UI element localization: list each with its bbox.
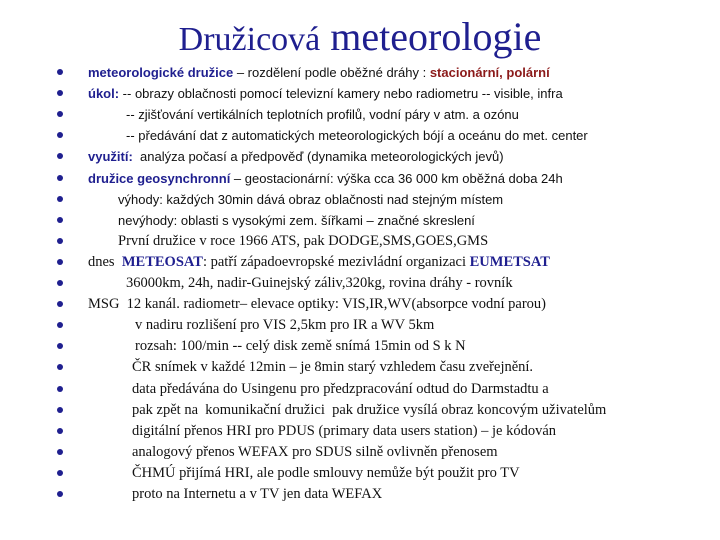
bullet-icon [57, 259, 63, 265]
text-segment: meteorologické družice [88, 65, 234, 80]
list-item-text [126, 274, 513, 293]
list-item [0, 463, 720, 484]
list-item [0, 83, 720, 104]
bullet-icon [57, 153, 63, 159]
list-item-text [126, 126, 588, 145]
text-segment: úkol: [88, 86, 120, 102]
text-segment: digitální přenos HRI pro PDUS (primary data users station) – je kódován [132, 422, 557, 439]
text-segment: -- obrazy oblačnosti pomocí televizní kamery nebo radiometru -- visible, infra [119, 86, 563, 102]
text-segment: výhody: každých 30min dává obraz oblačnosti nad stejným místem [118, 191, 504, 207]
bullet-icon [57, 343, 63, 349]
list-item-text [88, 63, 550, 82]
bullet-icon [57, 491, 63, 497]
list-item [0, 210, 720, 231]
bullet-icon [57, 280, 63, 286]
list-item [0, 146, 720, 167]
bullet-icon [57, 449, 63, 455]
text-segment: – rozdělení podle oběžné dráhy : [233, 65, 430, 80]
text-segment: analýza počasí a předpověď (dynamika meteorologických jevů) [132, 149, 504, 165]
text-segment: 36000km, 24h, nadir-Guinejský záliv,320kg, rovina dráhy - rovník [126, 275, 513, 291]
list-item [0, 252, 720, 273]
bullet-icon [57, 132, 63, 138]
text-segment: pak zpět na komunikační družici pak družice vysílá obraz koncovým uživatelům [132, 401, 607, 418]
list-item [0, 231, 720, 252]
list-item [0, 294, 720, 315]
list-item [0, 62, 720, 83]
list-item-text [135, 316, 434, 335]
bullet-icon [57, 238, 63, 244]
list-item [0, 189, 720, 210]
list-item [0, 442, 720, 463]
list-item-text [118, 190, 503, 209]
text-segment: MSG 12 kanál. radiometr– elevace optiky: VIS,IR,WV(absorpce vodní parou) [88, 296, 546, 313]
list-item-text [132, 464, 520, 483]
text-segment: První družice v roce 1966 ATS, pak DODGE,SMS,GOES,GMS [118, 232, 489, 249]
list-item [0, 315, 720, 336]
list-item-text [88, 84, 563, 103]
list-item-text [88, 169, 563, 188]
text-segment: proto na Internetu a v TV jen data WEFAX [132, 486, 383, 502]
bullet-icon [57, 217, 63, 223]
text-segment: ČHMÚ přijímá HRI, ale podle smlouvy nemůže být použit pro TV [132, 464, 520, 481]
text-segment: analogový přenos WEFAX pro SDUS silně ovlivněn přenosem [132, 443, 498, 460]
text-segment: -- předávání dat z automatických meteorologických bójí a oceánu do met. center [126, 128, 588, 144]
list-item-text [132, 380, 549, 399]
text-segment: využití: [88, 149, 133, 165]
text-segment: data předávána do Usingenu pro předzpracování odtud do Darmstadtu a [132, 380, 549, 397]
list-item-text [126, 105, 519, 124]
list-item-text [132, 401, 606, 420]
list-item [0, 336, 720, 357]
list-item-text [132, 485, 382, 504]
list-item-text [132, 422, 556, 441]
bullet-icon [57, 364, 63, 370]
text-segment: METEOSAT [121, 253, 203, 270]
list-item-text [88, 147, 504, 166]
list-item [0, 484, 720, 505]
text-segment: v nadiru rozlišení pro VIS 2,5km pro IR a WV 5km [135, 317, 435, 334]
list-item [0, 168, 720, 189]
list-item-text [118, 232, 488, 251]
bullet-icon [57, 90, 63, 96]
text-segment: -- zjišťování vertikálních teplotních profilů, vodní páry v atm. a ozónu [126, 107, 519, 123]
text-segment: – geostacionární: výška cca 36 000 km oběžná doba 24h [230, 170, 563, 186]
text-segment: stacionární, polární [429, 65, 550, 80]
list-item [0, 421, 720, 442]
bullet-icon [57, 322, 63, 328]
list-item [0, 357, 720, 378]
list-item-text [88, 253, 550, 272]
text-segment: : patří západoevropské mezivládní organizaci [202, 253, 470, 270]
slide-title [0, 14, 720, 63]
bullet-icon [57, 301, 63, 307]
bullet-icon [57, 196, 63, 202]
text-segment: EUMETSAT [469, 253, 550, 270]
bullet-icon [57, 69, 63, 75]
list-item [0, 125, 720, 146]
list-item-text [88, 295, 546, 314]
list-item-text [118, 211, 475, 230]
bullet-icon [57, 386, 63, 392]
bullet-icon [57, 111, 63, 117]
bullet-icon [57, 175, 63, 181]
list-item [0, 273, 720, 294]
list-item-text [132, 358, 533, 377]
list-item-text [135, 337, 466, 356]
list-item [0, 104, 720, 125]
list-item [0, 400, 720, 421]
list-item-text [132, 443, 498, 462]
bullet-icon [57, 407, 63, 413]
list-item [0, 379, 720, 400]
text-segment: rozsah: 100/min -- celý disk země snímá 15min od S k N [135, 338, 466, 355]
title-part-2: meteorologie [330, 14, 542, 59]
bullet-icon [57, 428, 63, 434]
text-segment: družice geosynchronní [88, 170, 231, 186]
title-part-1: Družicová [178, 21, 321, 58]
bullet-icon [57, 470, 63, 476]
text-segment: ČR snímek v každé 12min – je 8min starý vzhledem času zveřejnění. [132, 359, 534, 376]
text-segment: nevýhody: oblasti s vysokými zem. šířkami – značné skreslení [118, 212, 475, 228]
text-segment: dnes [88, 253, 122, 270]
